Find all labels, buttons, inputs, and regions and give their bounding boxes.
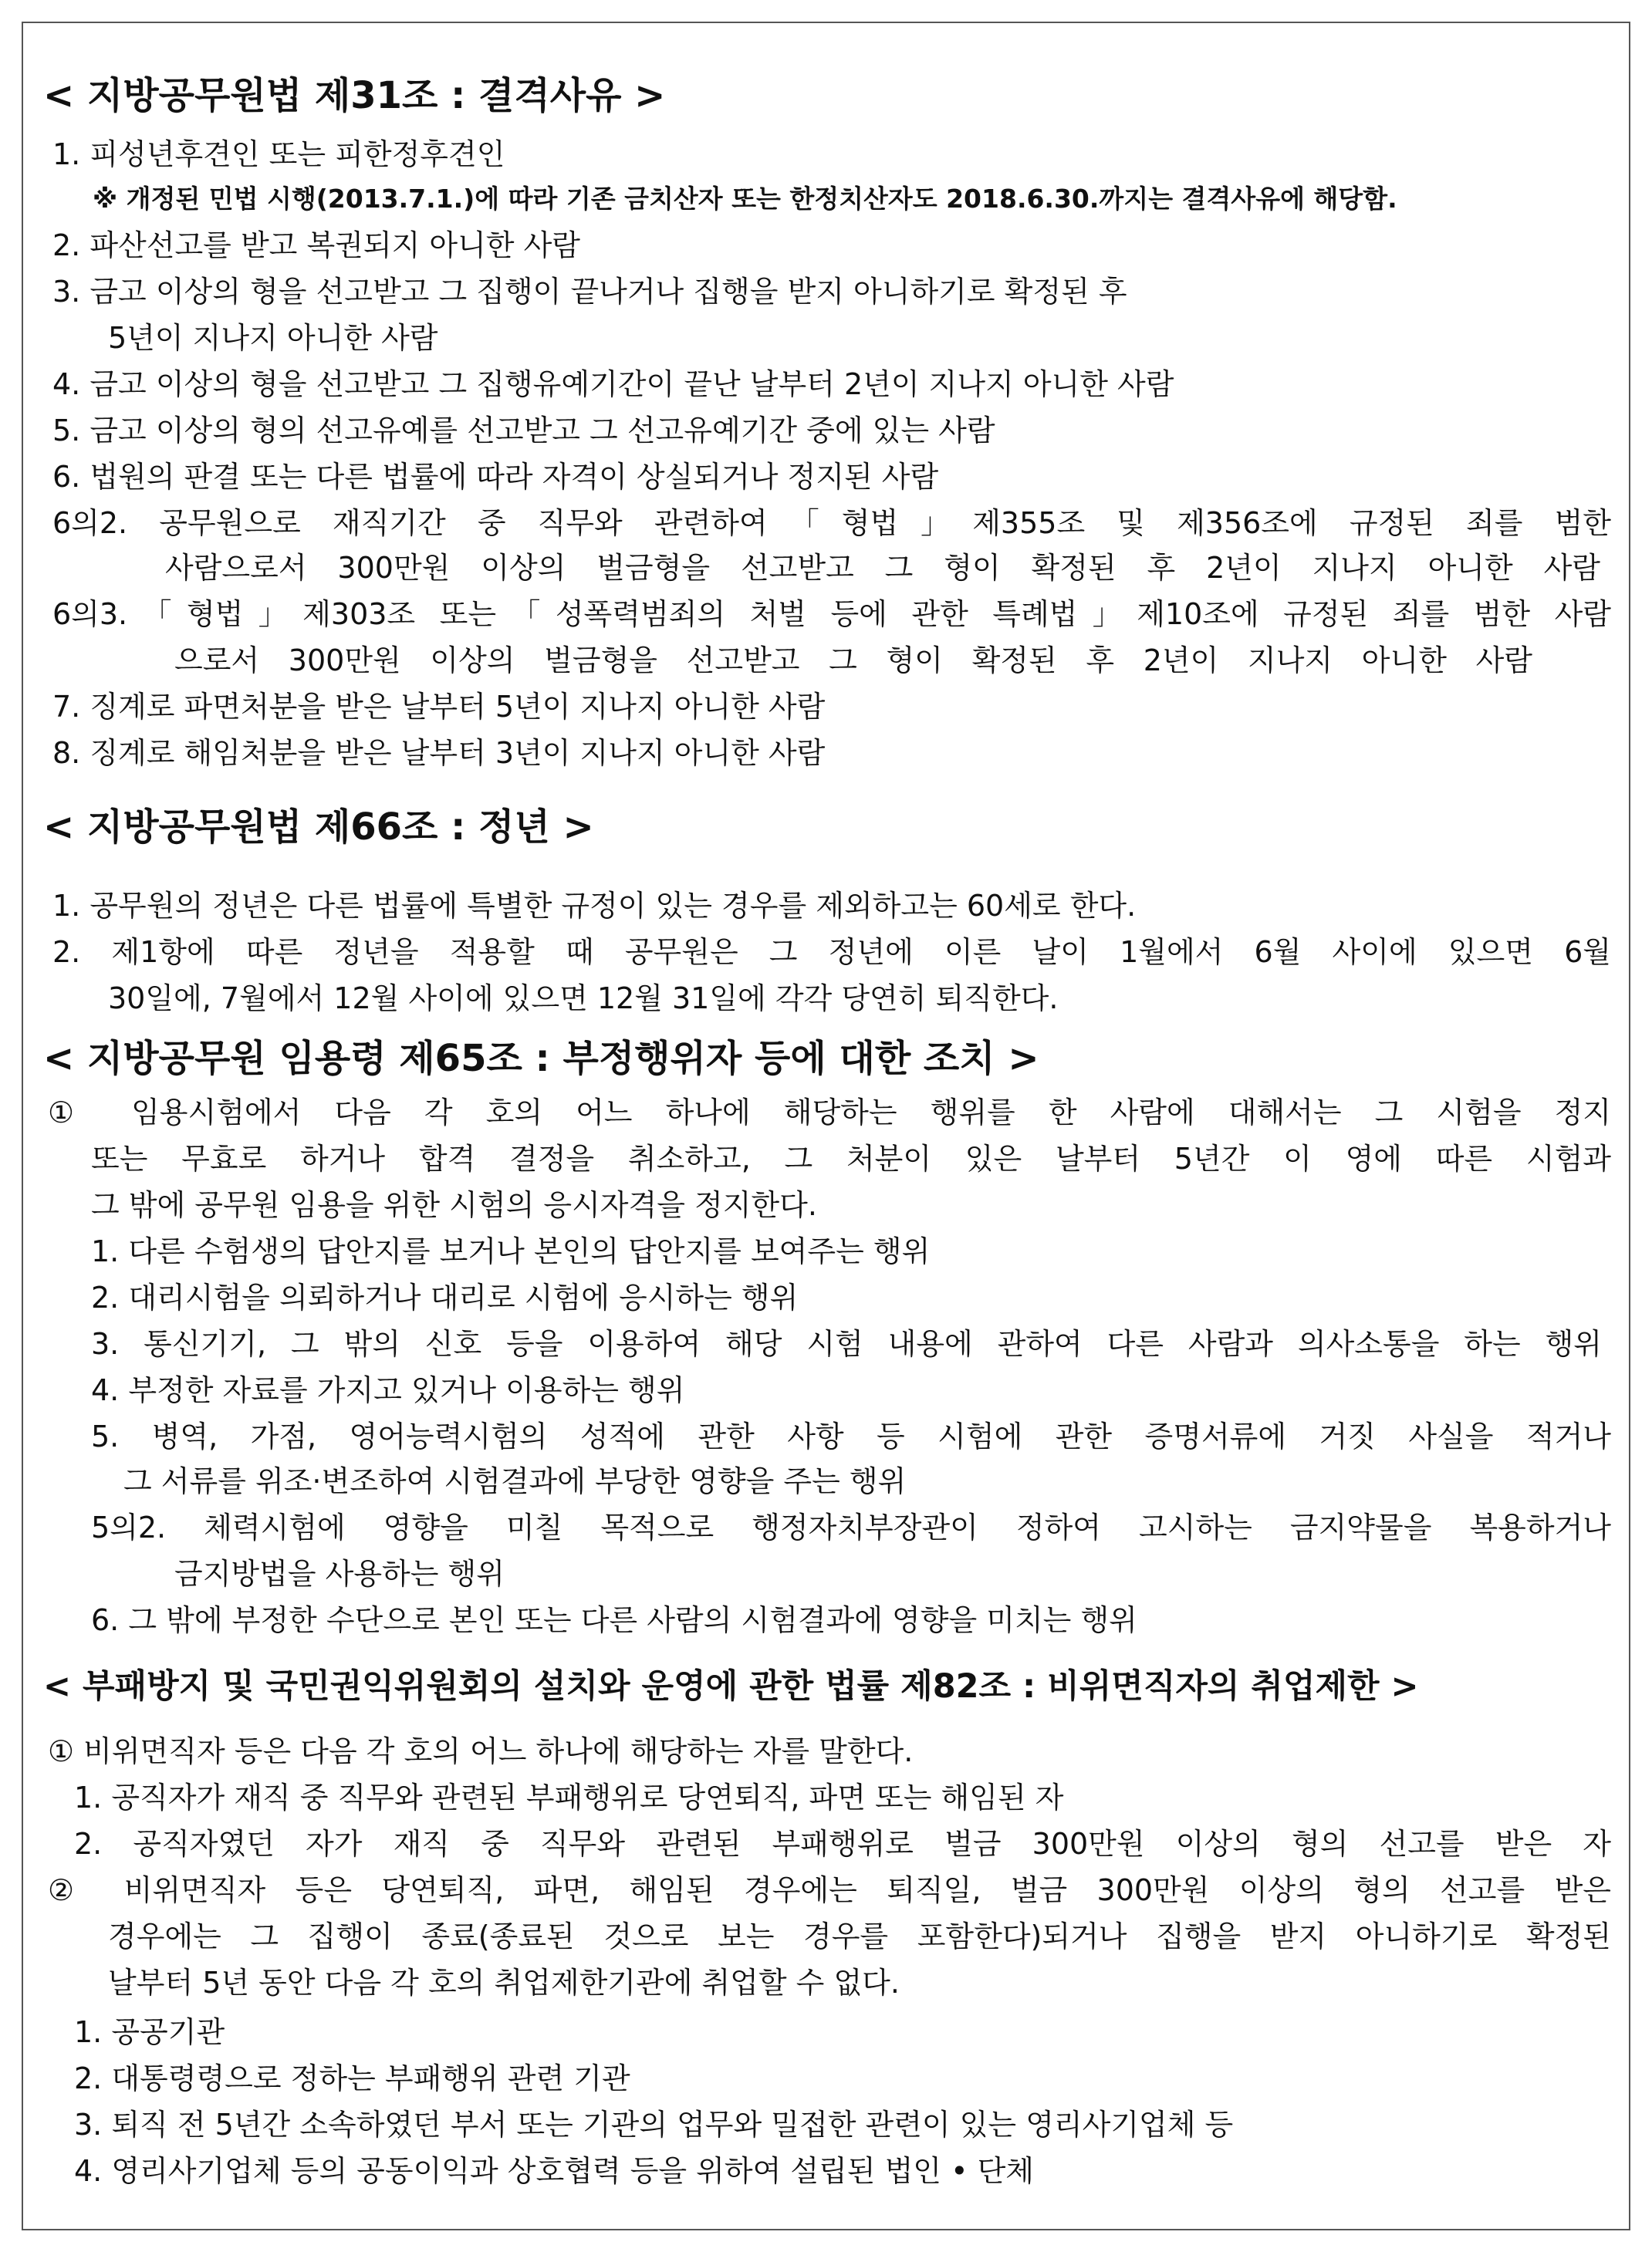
item-line: 2. 대통령령으로 정하는 부패행위 관련 기관 xyxy=(74,2061,630,2095)
item-line: 2. 파산선고를 받고 복권되지 아니한 사람 xyxy=(52,228,580,262)
item-line: 5의2. 체력시험에 영향을 미칠 목적으로 행정자치부장관이 정하여 고시하는 금지약물을 복용하거나 xyxy=(91,1511,1611,1545)
item-line: 2. 제1항에 따른 정년을 적용할 때 공무원은 그 정년에 이른 날이 1월에서 6월 사이에 있으면 6월 xyxy=(52,935,1611,969)
item-line: 4. 영리사기업체 등의 공동이익과 상호협력 등을 위하여 설립된 법인 • 단체 xyxy=(74,2154,1034,2188)
item-line: 5. 병역, 가점, 영어능력시험의 성적에 관한 사항 등 시험에 관한 증명서류에 거짓 사실을 적거나 xyxy=(91,1420,1611,1454)
item-line: 3. 퇴직 전 5년간 소속하였던 부서 또는 기관의 업무와 밀접한 관련이 있는 영리사기업체 등 xyxy=(74,2108,1234,2142)
item-line: 5년이 지나지 아니한 사람 xyxy=(108,321,438,355)
item-line: 1. 공직자가 재직 중 직무와 관련된 부패행위로 당연퇴직, 파면 또는 해임된 자 xyxy=(74,1781,1064,1815)
section-heading-art65: < 지방공무원 임용령 제65조 : 부정행위자 등에 대한 조치 > xyxy=(43,1037,1039,1080)
item-line: 그 서류를 위조·변조하여 시험결과에 부당한 영향을 주는 행위 xyxy=(123,1464,907,1498)
item-line: 날부터 5년 동안 다음 각 호의 취업제한기관에 취업할 수 없다. xyxy=(108,1966,900,2000)
item-line: 2. 대리시험을 의뢰하거나 대리로 시험에 응시하는 행위 xyxy=(91,1281,799,1315)
item-line: 6의2. 공무원으로 재직기간 중 직무와 관련하여「형법」제355조 및 제356조에 규정된 죄를 범한 xyxy=(52,506,1611,540)
item-line: 그 밖에 공무원 임용을 위한 시험의 응시자격을 정지한다. xyxy=(91,1188,817,1222)
note-line: ※ 개정된 민법 시행(2013.7.1.)에 따라 기존 금치산자 또는 한정치산자도 2018.6.30.까지는 결격사유에 해당함. xyxy=(93,184,1397,214)
item-line: 1. 공무원의 정년은 다른 법률에 특별한 규정이 있는 경우를 제외하고는 60세로 한다. xyxy=(52,889,1137,923)
item-line: ① 비위면직자 등은 다음 각 호의 어느 하나에 해당하는 자를 말한다. xyxy=(48,1734,914,1768)
item-line: 1. 공공기관 xyxy=(74,2015,225,2049)
item-line: 1. 피성년후견인 또는 피한정후견인 xyxy=(52,137,505,171)
item-line: 5. 금고 이상의 형의 선고유예를 선고받고 그 선고유예기간 중에 있는 사람 xyxy=(52,414,995,447)
section-heading-art66: < 지방공무원법 제66조 : 정년 > xyxy=(43,805,594,849)
item-line: 경우에는 그 집행이 종료(종료된 것으로 보는 경우를 포함한다)되거나 집행을 받지 아니하기로 확정된 xyxy=(108,1919,1611,1953)
item-line: 1. 다른 수험생의 답안지를 보거나 본인의 답안지를 보여주는 행위 xyxy=(91,1234,931,1268)
item-line: 4. 금고 이상의 형을 선고받고 그 집행유예기간이 끝난 날부터 2년이 지나지 아니한 사람 xyxy=(52,367,1174,401)
item-line: 6. 법원의 판결 또는 다른 법률에 따라 자격이 상실되거나 정지된 사람 xyxy=(52,460,939,494)
item-line: 6. 그 밖에 부정한 수단으로 본인 또는 다른 사람의 시험결과에 영향을 미치는 행위 xyxy=(91,1603,1137,1637)
item-line: 으로서 300만원 이상의 벌금형을 선고받고 그 형이 확정된 후 2년이 지나지 아니한 사람 xyxy=(174,643,1532,677)
item-line: 7. 징계로 파면처분을 받은 날부터 5년이 지나지 아니한 사람 xyxy=(52,690,826,724)
item-line: 또는 무효로 하거나 합격 결정을 취소하고, 그 처분이 있은 날부터 5년간 이 영에 따른 시험과 xyxy=(91,1142,1611,1176)
section-heading-art31: < 지방공무원법 제31조 : 결격사유 > xyxy=(43,74,666,117)
section-heading-art82: < 부패방지 및 국민권익위원회의 설치와 운영에 관한 법률 제82조 : 비위면직자의 취업제한 > xyxy=(43,1667,1419,1706)
item-line: ① 임용시험에서 다음 각 호의 어느 하나에 해당하는 행위를 한 사람에 대해서는 그 시험을 정지 xyxy=(48,1096,1611,1129)
item-line: 3. 금고 이상의 형을 선고받고 그 집행이 끝나거나 집행을 받지 아니하기로 확정된 후 xyxy=(52,275,1127,309)
item-line: 2. 공직자였던 자가 재직 중 직무와 관련된 부패행위로 벌금 300만원 이상의 형의 선고를 받은 자 xyxy=(74,1827,1611,1861)
item-line: 4. 부정한 자료를 가지고 있거나 이용하는 행위 xyxy=(91,1373,685,1407)
item-line: 금지방법을 사용하는 행위 xyxy=(174,1557,505,1591)
item-line: 8. 징계로 해임처분을 받은 날부터 3년이 지나지 아니한 사람 xyxy=(52,736,826,770)
item-line: 사람으로서 300만원 이상의 벌금형을 선고받고 그 형이 확정된 후 2년이 지나지 아니한 사람 xyxy=(165,551,1600,585)
item-line: 3. 통신기기, 그 밖의 신호 등을 이용하여 해당 시험 내용에 관하여 다른 사람과 의사소통을 하는 행위 xyxy=(91,1327,1602,1361)
item-line: 30일에, 7월에서 12월 사이에 있으면 12월 31일에 각각 당연히 퇴직한다. xyxy=(108,981,1059,1015)
item-line: ② 비위면직자 등은 당연퇴직, 파면, 해임된 경우에는 퇴직일, 벌금 300만원 이상의 형의 선고를 받은 xyxy=(48,1873,1611,1907)
item-line: 6의3.「형법」제303조 또는「성폭력범죄의 처벌 등에 관한 특례법」제10조에 규정된 죄를 범한 사람 xyxy=(52,597,1611,631)
